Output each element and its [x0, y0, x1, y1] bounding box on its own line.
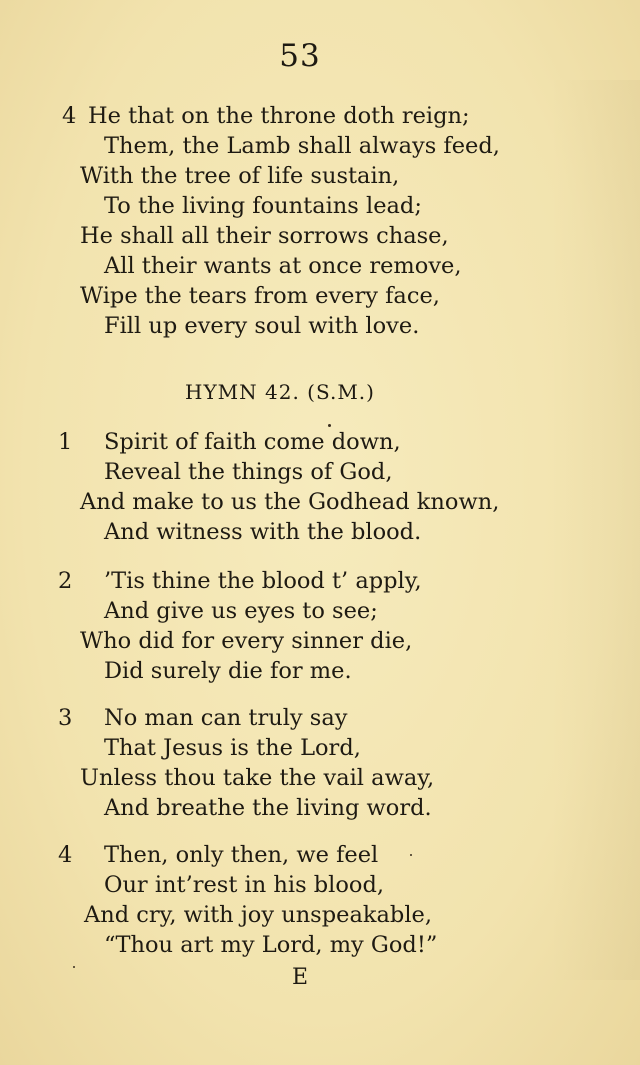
ink-speck — [410, 854, 412, 856]
verse-line: And give us eyes to see; — [104, 598, 378, 624]
show-through-shadow — [550, 80, 640, 980]
verse-line: Who did for every sinner die, — [80, 628, 413, 654]
verse-line: Wipe the tears from every face, — [80, 283, 440, 309]
verse-line: ’Tis thine the blood t’ apply, — [104, 568, 422, 594]
hymn-title: HYMN 42. (S.M.) — [185, 380, 375, 404]
verse-line: And make to us the Godhead known, — [80, 489, 500, 515]
verse-line: With the tree of life sustain, — [80, 163, 400, 189]
verse-number: 4 — [58, 842, 73, 868]
ink-speck — [328, 424, 331, 427]
verse-line: He that on the throne doth reign; — [88, 103, 470, 129]
verse-line: And breathe the living word. — [104, 795, 432, 821]
verse-line: Them, the Lamb shall always feed, — [104, 133, 500, 159]
verse-number: 4 — [62, 103, 77, 129]
verse-line: Reveal the things of God, — [104, 459, 393, 485]
verse-line: All their wants at once remove, — [104, 253, 462, 279]
verse-number: 1 — [58, 429, 73, 455]
verse-line: To the living fountains lead; — [104, 193, 422, 219]
signature-mark: E — [291, 965, 309, 990]
page-number: 53 — [279, 38, 321, 74]
verse-line: And witness with the blood. — [104, 519, 422, 545]
verse-line: Our int’rest in his blood, — [104, 872, 385, 898]
verse-line: Then, only then, we feel — [104, 842, 379, 868]
verse-line: Unless thou take the vail away, — [80, 765, 435, 791]
verse-number: 2 — [58, 568, 73, 594]
verse-line: And cry, with joy unspeakable, — [84, 902, 432, 928]
verse-line: No man can truly say — [104, 705, 348, 731]
verse-line: Fill up every soul with love. — [104, 313, 420, 339]
verse-number: 3 — [58, 705, 73, 731]
verse-line: Did surely die for me. — [104, 658, 352, 684]
ink-speck — [73, 966, 75, 968]
verse-line: He shall all their sorrows chase, — [80, 223, 449, 249]
verse-line: Spirit of faith come down, — [104, 429, 401, 455]
verse-line: “Thou art my Lord, my God!” — [104, 932, 438, 958]
verse-line: That Jesus is the Lord, — [104, 735, 361, 761]
